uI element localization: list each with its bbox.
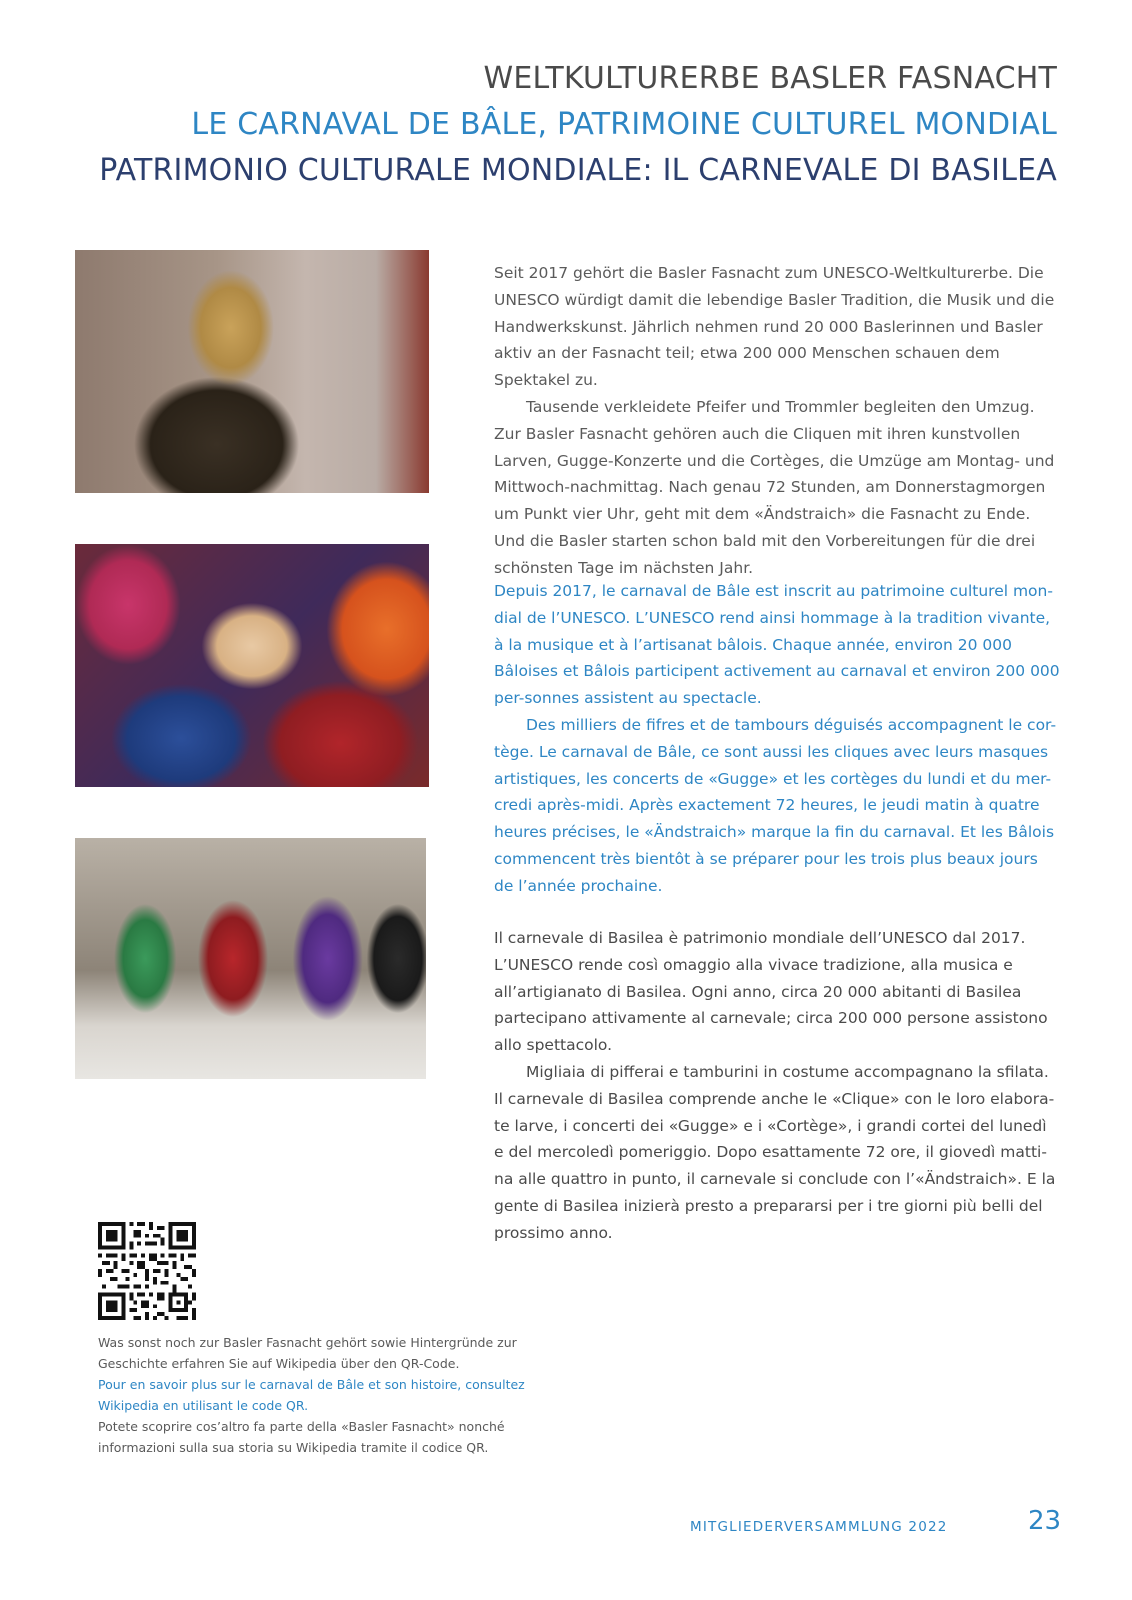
body-text-italian [494,925,1060,1247]
paragraph: Zur Basler Fasnacht gehören auch die Cliquen mit ihren kunstvollen Larven, Gugge-Konzerte und die Cortèges, die Umzüge am Montag- und Mittwoch-nachmittag. Nach genau 72 Stunden, am Donnerstagmorgen um Punkt vier Uhr, geht mit dem «Ändstraich» die Fasnacht zu Ende. Und die Basler starten schon bald mit den Vorbereitungen für die drei schönsten Tage im nächsten Jahr. [494,424,1055,577]
title-german: WELTKULTURERBE BASLER FASNACHT [483,61,1057,96]
photo-carnival-masks [75,544,429,787]
paragraph: Des milliers de fifres et de tambours déguisés accompagnent le cor-tège. Le carnaval de Bâle, ce sont aussi les cliques avec leurs masques artistiques, les concerts de «Gugge» et les cortèges du lundi et du mer-credi après-midi. Après exactement 72 heures, le jeudi matin à quatre heures précises, le «Ändstraich» marque la fin du carnaval. Et les Bâlois commencent très bientôt à se préparer pour les trois plus beaux jours de l’année prochaine. [494,715,1057,895]
paragraph: Depuis 2017, le carnaval de Bâle est inscrit au patrimoine culturel mon-dial de l’UNESCO. L’UNESCO rend ainsi hommage à la tradition vivante, à la musique et à l’artisanat bâlois. Chaque année, environ 20 000 Bâloises et Bâlois participent activement au carnaval et environ 200 000 per-sonnes assistent au spectacle. [494,582,1060,708]
title-french: LE CARNAVAL DE BÂLE, PATRIMOINE CULTUREL MONDIAL [191,107,1057,142]
photo-carnival-parade [75,838,426,1079]
paragraph: Il carnevale di Basilea è patrimonio mondiale dell’UNESCO dal 2017. L’UNESCO rende così omaggio alla vivace tradizione, alla musica e all’artigianato di Basilea. Ogni anno, circa 20 000 abitanti di Basilea partecipano attivamente al carnevale; circa 200 000 persone assistono allo spettacolo. [494,929,1048,1055]
paragraph: Migliaia di pifferai e tamburini in costume accompagnano la sfilata. Il carnevale di Basilea comprende anche le «Clique» con le loro elabora-te larve, i concerti dei «Gugge» e i «Cortège», i grandi cortei del lunedì e del mercoledì pomeriggio. Dopo esattamente 72 ore, il giovedì matti-na alle quattro in punto, il carnevale si conclude con l’«Ändstraich». E la gente di Basilea inizierà presto a prepararsi per i tre giorni più belli del prossimo anno. [494,1062,1056,1242]
page-titles [99,56,1057,194]
paragraph: Seit 2017 gehört die Basler Fasnacht zum UNESCO-Weltkulturerbe. Die UNESCO würdigt damit die lebendige Basler Tradition, die Musik und die Handwerkskunst. Jährlich nehmen rund 20 000 Baslerinnen und Basler aktiv an der Fasnacht teil; etwa 200 000 Menschen schauen dem Spektakel zu. [494,264,1055,390]
body-text-french [494,578,1060,900]
paragraph: Tausende verkleidete Pfeifer und Trommler begleiten den Umzug. [526,397,1035,416]
footer-label: MITGLIEDERVERSAMMLUNG 2022 [690,1519,948,1535]
page-number: 23 [1028,1506,1062,1536]
caption-italian: Potete scoprire cos’altro fa parte della «Basler Fasnacht» nonché informazioni sulla sua storia su Wikipedia tramite il codice QR. [98,1419,505,1455]
qr-caption [98,1332,528,1458]
body-text-german [494,260,1060,582]
qr-code[interactable] [98,1222,196,1320]
caption-german: Was sonst noch zur Basler Fasnacht gehört sowie Hintergründe zur Geschichte erfahren Sie auf Wikipedia über den QR-Code. [98,1335,517,1371]
title-italian: PATRIMONIO CULTURALE MONDIALE: IL CARNEVALE DI BASILEA [99,153,1057,188]
photo-carnival-piper [75,250,429,493]
caption-french: Pour en savoir plus sur le carnaval de Bâle et son histoire, consultez Wikipedia en utilisant le code QR. [98,1377,525,1413]
